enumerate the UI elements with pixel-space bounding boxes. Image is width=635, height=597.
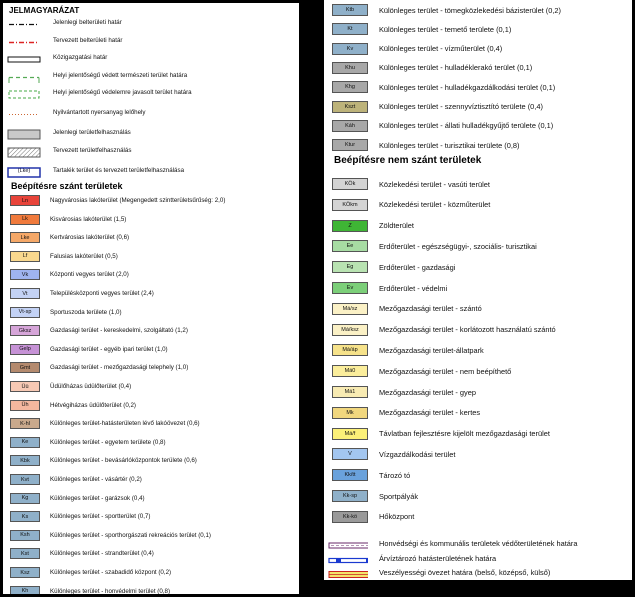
legend-label: Gazdasági terület - kereskedelmi, szolgáltató (1,2) bbox=[50, 327, 188, 335]
legend-label: Üdülőházas üdülőterület (0,4) bbox=[50, 383, 132, 390]
legend-swatch-eg: Eg bbox=[332, 261, 368, 273]
legend-swatch-kokm: KÖkm bbox=[332, 199, 368, 211]
legend-row-ma-ap bbox=[332, 344, 484, 356]
legend-label: Nyilvántartott nyersanyag lelőhely bbox=[53, 109, 146, 116]
legend-row-eg bbox=[332, 261, 455, 273]
legend-row-vt bbox=[10, 288, 154, 299]
legend-swatch-k-hl: K-hl bbox=[10, 418, 40, 429]
legend-label: Tározó tó bbox=[379, 470, 411, 480]
legend-swatch-ma1: Má1 bbox=[332, 386, 368, 398]
legend-row-arviz bbox=[328, 553, 496, 564]
legend-label: Árvíztározó hatásterületének határa bbox=[379, 553, 497, 563]
legend-swatch-kszt: Kszt bbox=[332, 101, 368, 113]
legend-label: Településközponti vegyes terület (2,4) bbox=[50, 290, 154, 297]
legend-label: Jelenlegi belterületi határ bbox=[53, 19, 122, 26]
legend-swatch-ma-f: Má/f bbox=[332, 428, 368, 440]
line-symbol-arviz-icon bbox=[328, 553, 368, 564]
legend-label: Erdőterület - gazdasági bbox=[379, 262, 456, 272]
legend-swatch-z: Z bbox=[332, 220, 368, 232]
legend-row-kt bbox=[332, 23, 511, 35]
legend-row-gelp bbox=[10, 344, 168, 355]
legend-label: Különleges terület - hulladékgazdálkodási terület (0,1) bbox=[379, 82, 556, 92]
legend-row-kk-ko bbox=[332, 511, 414, 523]
legend-row-ln bbox=[10, 195, 225, 206]
legend-row-kk-tt bbox=[332, 469, 410, 481]
legend-row-ma-f bbox=[332, 428, 550, 440]
legend-row-ksz bbox=[10, 567, 171, 578]
legend-swatch-kg: Kg bbox=[10, 493, 40, 504]
legend-label: Sportuszoda területe (1,0) bbox=[50, 308, 122, 316]
legend-swatch-ma0: Má0 bbox=[332, 365, 368, 377]
legend-row-kok bbox=[332, 178, 490, 190]
legend-row-ma0 bbox=[332, 365, 511, 377]
legend-swatch-ksh: Ksh bbox=[10, 530, 40, 541]
legend-swatch-mk: Mk bbox=[332, 407, 368, 419]
legend-label: Különleges terület-hatásterületen lévő lakóövezet (0,6) bbox=[50, 420, 200, 428]
legend-label: Hétvégiházas üdülőterület (0,2) bbox=[50, 401, 136, 409]
legend-label: Különleges terület - bevásárlóközpontok területe (0,6) bbox=[50, 457, 197, 465]
legend-swatch-ev: Ev bbox=[332, 282, 368, 294]
legend-swatch-kv: Kv bbox=[332, 43, 368, 55]
legend-row-vk bbox=[10, 269, 129, 280]
legend-swatch-kbk: Kbk bbox=[10, 455, 40, 466]
line-symbol-terv-belter-icon bbox=[7, 35, 43, 46]
legend-label: Helyi jelentőségű védelemre javasolt terület határa bbox=[53, 89, 192, 96]
legend-row-uh bbox=[10, 400, 136, 411]
legend-label: Különleges terület - sportterület (0,7) bbox=[50, 513, 151, 521]
legend-row-khg bbox=[332, 81, 555, 93]
legend-swatch-lf: Lf bbox=[10, 251, 40, 262]
legend-label: Nagyvárosias lakóterület (Megengedett szintterületsűrűség: 2,0) bbox=[50, 197, 226, 204]
legend-label: Távlatban fejlesztésre kijelölt mezőgazdasági terület bbox=[379, 429, 550, 439]
legend-row-ma-sz bbox=[332, 303, 482, 315]
legend-row-ma-ksz bbox=[332, 324, 556, 336]
legend-label: Tartalék terület és tervezett területfelhasználása bbox=[53, 167, 185, 174]
legend-swatch-khg: Khg bbox=[332, 81, 368, 93]
legend-label: Tervezett területfelhasználás bbox=[53, 147, 132, 154]
legend-row-kh bbox=[10, 586, 170, 594]
legend-label: Vízgazdálkodási terület bbox=[379, 449, 456, 459]
legend-label: Különleges terület - tömegközlekedési bázisterület (0,2) bbox=[379, 5, 561, 15]
legend-swatch-ln: Ln bbox=[10, 195, 40, 206]
legend-row-kk-sp bbox=[332, 490, 418, 502]
legend-swatch-gksz: Gksz bbox=[10, 325, 40, 336]
legend-panel-right bbox=[324, 0, 632, 580]
legend-row-uu bbox=[10, 381, 131, 392]
legend-swatch-uh: Üh bbox=[10, 400, 40, 411]
legend-label: Helyi jelentőségű védett természeti terület határa bbox=[53, 72, 188, 79]
legend-swatch-ksz: Ksz bbox=[10, 567, 40, 578]
legend-row-ks bbox=[10, 511, 150, 522]
legend-row-lf bbox=[10, 251, 118, 262]
legend-swatch-vt: Vt bbox=[10, 288, 40, 299]
line-symbol-helyi-javasolt-icon bbox=[7, 87, 43, 98]
line-symbol-nyersanyag-icon bbox=[7, 107, 43, 118]
line-symbol-helyi-vedett-icon bbox=[7, 70, 43, 81]
legend-row-hatch bbox=[7, 145, 131, 156]
line-symbol-tartalek-icon bbox=[7, 165, 43, 176]
legend-row-kbk bbox=[10, 455, 197, 466]
legend-title: JELMAGYARÁZAT bbox=[9, 6, 80, 15]
legend-row-terv-belter bbox=[7, 35, 122, 46]
legend-label: Különleges terület - temető területe (0,1) bbox=[379, 24, 512, 34]
legend-row-ke bbox=[10, 437, 166, 448]
legend-swatch-ma-ap: Má/áp bbox=[332, 344, 368, 356]
legend-label: Különleges terület - szabadidő központ (0,2) bbox=[50, 569, 172, 576]
legend-row-jelen-belter bbox=[7, 17, 122, 28]
legend-row-lk bbox=[10, 214, 126, 225]
legend-label: Mezőgazdasági terület - kertes bbox=[379, 408, 481, 418]
legend-label: Különleges terület - vízműterület (0,4) bbox=[379, 44, 503, 54]
legend-swatch-kst: Kst bbox=[10, 548, 40, 559]
legend-label: Különleges terület - honvédelmi terület (0,8) bbox=[50, 587, 171, 594]
legend-label: Mezőgazdasági terület - szántó bbox=[379, 304, 482, 314]
legend-row-gmt bbox=[10, 362, 188, 373]
legend-label: Hőközpont bbox=[379, 512, 415, 522]
legend-swatch-kok: KÖk bbox=[332, 178, 368, 190]
legend-label: Kisvárosias lakóterület (1,5) bbox=[50, 215, 127, 223]
legend-row-v bbox=[332, 448, 455, 460]
legend-label: Mezőgazdasági terület-állatpark bbox=[379, 345, 484, 355]
line-symbol-jelen-belter-icon bbox=[7, 17, 43, 28]
legend-swatch-ktur: Ktur bbox=[332, 139, 368, 151]
legend-swatch-uu: Üü bbox=[10, 381, 40, 392]
legend-swatch-gelp: Gelp bbox=[10, 344, 40, 355]
legend-row-lke bbox=[10, 232, 129, 243]
legend-row-kszt bbox=[332, 101, 543, 113]
legend-swatch-vk: Vk bbox=[10, 269, 40, 280]
legend-label: Különleges terület - állati hulladékgyűjtő területe (0,1) bbox=[379, 121, 554, 131]
legend-row-veszely bbox=[328, 567, 550, 578]
legend-swatch-v: V bbox=[332, 448, 368, 460]
legend-swatch-kh: Kh bbox=[10, 586, 40, 594]
legend-row-kah bbox=[332, 120, 553, 132]
legend-label: Különleges terület - garázsok (0,4) bbox=[50, 494, 145, 502]
legend-label: Veszélyességi övezet határa (belső, középső, külső) bbox=[379, 568, 551, 577]
legend-swatch-ktb: Ktb bbox=[332, 4, 368, 16]
legend-label: Mezőgazdasági terület - nem beépíthető bbox=[379, 366, 512, 376]
legend-swatch-vt-sp: Vt-sp bbox=[10, 307, 40, 318]
legend-swatch-khu: Khu bbox=[332, 62, 368, 74]
legend-label: Mezőgazdasági terület - gyep bbox=[379, 387, 476, 397]
legend-row-k-hl bbox=[10, 418, 200, 429]
legend-label: Közlekedési terület - közműterület bbox=[379, 200, 491, 210]
legend-swatch-code: (Lke) bbox=[17, 167, 31, 174]
legend-swatch-lk: Lk bbox=[10, 214, 40, 225]
legend-row-ma1 bbox=[332, 386, 476, 398]
legend-swatch-gmt: Gmt bbox=[10, 362, 40, 373]
legend-row-helyi-javasolt bbox=[7, 87, 192, 98]
legend-label: Különleges terület - turisztikai területe (0,8) bbox=[379, 140, 520, 150]
legend-row-kg bbox=[10, 493, 145, 504]
legend-swatch-kvt: Kvt bbox=[10, 474, 40, 485]
line-symbol-kozig-icon bbox=[7, 52, 43, 63]
legend-row-helyi-vedett bbox=[7, 70, 187, 81]
legend-row-gksz bbox=[10, 325, 188, 336]
legend-label: Honvédségi és kommunális területek védőterületének határa bbox=[379, 539, 578, 548]
legend-swatch-ee: Ee bbox=[332, 240, 368, 252]
legend-row-ksh bbox=[10, 530, 211, 541]
legend-label: Központi vegyes terület (2,0) bbox=[50, 271, 129, 279]
legend-swatch-kk-sp: Kk-sp bbox=[332, 490, 368, 502]
legend-swatch-ma-sz: Má/sz bbox=[332, 303, 368, 315]
legend-swatch-ke: Ke bbox=[10, 437, 40, 448]
legend-row-gray bbox=[7, 127, 131, 138]
legend-label: Zöldterület bbox=[379, 221, 414, 231]
legend-row-ktb bbox=[332, 4, 561, 16]
legend-label: Különleges terület - hulladéklerakó terület (0,1) bbox=[379, 63, 533, 73]
legend-swatch-kk-ko: Kk-kö bbox=[332, 511, 368, 523]
legend-row-kozig bbox=[7, 52, 107, 63]
legend-label: Sportpályák bbox=[379, 491, 419, 501]
legend-swatch-ks: Ks bbox=[10, 511, 40, 522]
legend-swatch-ma-ksz: Má/ksz bbox=[332, 324, 368, 336]
legend-label: Különleges terület - strandterület (0,4) bbox=[50, 550, 154, 558]
legend-label: Gazdasági terület - mezőgazdasági telephely (1,0) bbox=[50, 364, 189, 372]
section-title-nem-szant: Beépítésre nem szánt területek bbox=[334, 155, 482, 166]
legend-row-vt-sp bbox=[10, 307, 122, 318]
legend-swatch-kt: Kt bbox=[332, 23, 368, 35]
legend-label: Mezőgazdasági terület - korlátozott használatú szántó bbox=[379, 325, 556, 335]
legend-row-tartalek bbox=[7, 165, 184, 176]
legend-label: Kertvárosias lakóterület (0,6) bbox=[50, 234, 130, 242]
legend-panel-left bbox=[3, 3, 299, 594]
legend-swatch-kk-tt: Kk/tt bbox=[332, 469, 368, 481]
legend-label: Különleges terület - szennyvíztisztító területe (0,4) bbox=[379, 102, 543, 111]
legend-row-mk bbox=[332, 407, 480, 419]
legend-row-kvt bbox=[10, 474, 142, 485]
legend-row-kst bbox=[10, 548, 154, 559]
legend-row-ee bbox=[332, 240, 537, 252]
legend-row-ev bbox=[332, 282, 447, 294]
legend-label: Falusias lakóterület (0,5) bbox=[50, 252, 118, 260]
legend-label: Különleges terület - vásártér (0,2) bbox=[50, 476, 142, 483]
legend-swatch-lke: Lke bbox=[10, 232, 40, 243]
legend-swatch-kah: Káh bbox=[332, 120, 368, 132]
line-symbol-gray-icon bbox=[7, 127, 43, 138]
legend-label: Erdőterület - védelmi bbox=[379, 283, 448, 293]
legend-row-khu bbox=[332, 62, 532, 74]
legend-row-z bbox=[332, 220, 414, 232]
legend-label: Különleges terület - sporthorgászati rekreációs terület (0,1) bbox=[50, 531, 211, 539]
legend-label: Különleges terület - egyetem területe (0,8) bbox=[50, 438, 166, 446]
legend-row-kv bbox=[332, 43, 502, 55]
line-symbol-hatch-icon bbox=[7, 145, 43, 156]
legend-row-honved bbox=[328, 538, 577, 549]
legend-label: Közigazgatási határ bbox=[53, 54, 108, 61]
legend-row-kokm bbox=[332, 199, 490, 211]
line-symbol-veszely-icon bbox=[328, 567, 368, 578]
legend-row-nyersanyag bbox=[7, 107, 146, 118]
legend-label: Közlekedési terület - vasúti terület bbox=[379, 179, 490, 189]
legend-label: Erdőterület - egészségügyi-, szociális- turisztikai bbox=[379, 241, 537, 251]
legend-row-ktur bbox=[332, 139, 520, 151]
line-symbol-honved-icon bbox=[328, 538, 368, 549]
legend-label: Tervezett belterületi határ bbox=[53, 37, 123, 44]
legend-label: Gazdasági terület - egyéb ipari terület (1,0) bbox=[50, 345, 168, 353]
section-title-beepitesre-szant: Beépítésre szánt területek bbox=[11, 181, 123, 191]
legend-label: Jelenlegi területfelhasználás bbox=[53, 129, 131, 136]
